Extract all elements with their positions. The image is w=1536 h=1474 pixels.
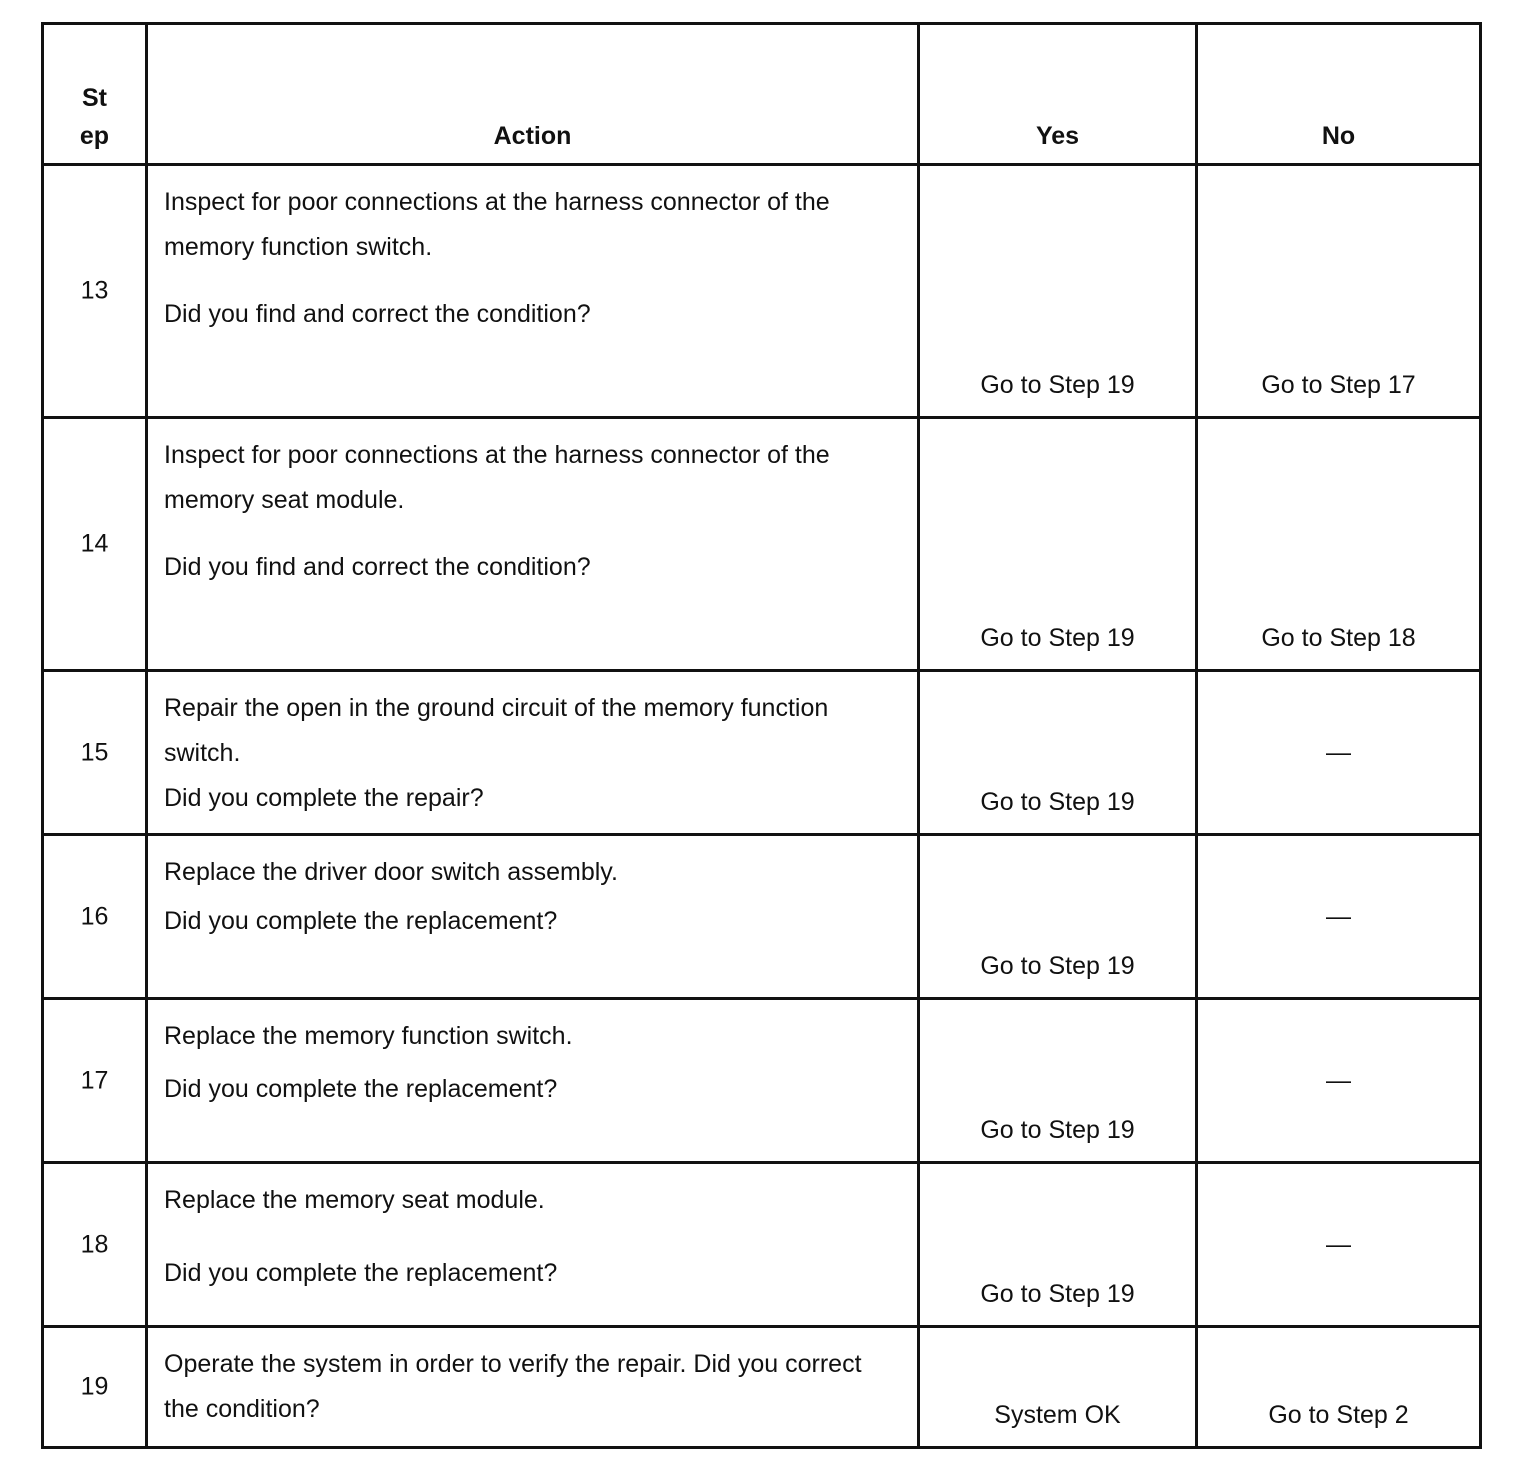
no-result: — — [1326, 1066, 1351, 1094]
table-row — [43, 671, 1481, 835]
action-question: Did you complete the replacement? — [164, 907, 558, 935]
yes-cell — [919, 1327, 1197, 1448]
action-text: Inspect for poor connections at the harness connector of the memory function switch. — [164, 188, 830, 261]
action-cell — [147, 1327, 919, 1448]
action-question: Did you find and correct the condition? — [164, 553, 591, 581]
table-row — [43, 1327, 1481, 1448]
no-result: Go to Step 2 — [1268, 1401, 1409, 1429]
yes-cell — [919, 418, 1197, 671]
step-number: 19 — [80, 1372, 109, 1401]
action-text: Replace the memory function switch. — [164, 1022, 573, 1050]
no-cell — [1197, 835, 1481, 999]
no-cell — [1197, 165, 1481, 418]
header-step-line-2: ep — [79, 122, 110, 150]
yes-result: Go to Step 19 — [980, 371, 1135, 399]
diagnostic-table — [41, 22, 1482, 1449]
table-row — [43, 1163, 1481, 1327]
yes-result: System OK — [994, 1401, 1121, 1429]
table-header-row — [43, 24, 1481, 165]
no-result: — — [1326, 738, 1351, 766]
yes-cell — [919, 835, 1197, 999]
no-result: Go to Step 18 — [1261, 624, 1416, 652]
step-number: 13 — [80, 276, 109, 305]
yes-result: Go to Step 19 — [980, 952, 1135, 980]
no-result: Go to Step 17 — [1261, 371, 1416, 399]
step-number: 16 — [80, 902, 109, 930]
yes-result: Go to Step 19 — [980, 624, 1135, 652]
table-row — [43, 165, 1481, 418]
step-cell — [43, 1327, 147, 1448]
no-cell — [1197, 418, 1481, 671]
step-number: 14 — [80, 529, 109, 558]
table-row — [43, 999, 1481, 1163]
yes-cell — [919, 165, 1197, 418]
action-question: Did you complete the replacement? — [164, 1259, 558, 1287]
header-step — [43, 24, 147, 165]
action-cell — [147, 835, 919, 999]
step-cell — [43, 1163, 147, 1327]
diagnostic-page — [41, 22, 1479, 1449]
step-cell — [43, 999, 147, 1163]
yes-cell — [919, 671, 1197, 835]
header-step-line-1: St — [82, 84, 107, 112]
step-cell — [43, 165, 147, 418]
no-cell — [1197, 671, 1481, 835]
no-cell — [1197, 1327, 1481, 1448]
yes-result: Go to Step 19 — [980, 788, 1135, 816]
yes-result: Go to Step 19 — [980, 1116, 1135, 1144]
action-text: Replace the memory seat module. — [164, 1186, 545, 1214]
action-question: Did you complete the repair? — [164, 784, 484, 812]
header-action: Action — [147, 24, 919, 165]
action-text: Repair the open in the ground circuit of the memory function switch. — [164, 694, 829, 767]
action-question: Did you find and correct the condition? — [164, 300, 591, 328]
action-cell — [147, 671, 919, 835]
no-result: — — [1326, 1230, 1351, 1258]
step-number: 18 — [80, 1230, 109, 1258]
step-number: 17 — [80, 1066, 109, 1094]
step-cell — [43, 418, 147, 671]
action-cell — [147, 999, 919, 1163]
action-cell — [147, 418, 919, 671]
no-result: — — [1326, 902, 1351, 930]
action-question: Did you complete the replacement? — [164, 1075, 558, 1103]
header-yes: Yes — [919, 24, 1197, 165]
yes-cell — [919, 1163, 1197, 1327]
step-number: 15 — [80, 738, 109, 766]
step-cell — [43, 835, 147, 999]
table-row — [43, 418, 1481, 671]
table-row — [43, 835, 1481, 999]
action-cell — [147, 1163, 919, 1327]
action-text: Operate the system in order to verify the repair. Did you correct the condition? — [164, 1350, 862, 1423]
step-cell — [43, 671, 147, 835]
yes-result: Go to Step 19 — [980, 1280, 1135, 1308]
header-no: No — [1197, 24, 1481, 165]
action-cell — [147, 165, 919, 418]
yes-cell — [919, 999, 1197, 1163]
no-cell — [1197, 999, 1481, 1163]
action-text: Replace the driver door switch assembly. — [164, 858, 618, 886]
action-text: Inspect for poor connections at the harness connector of the memory seat module. — [164, 441, 830, 514]
no-cell — [1197, 1163, 1481, 1327]
